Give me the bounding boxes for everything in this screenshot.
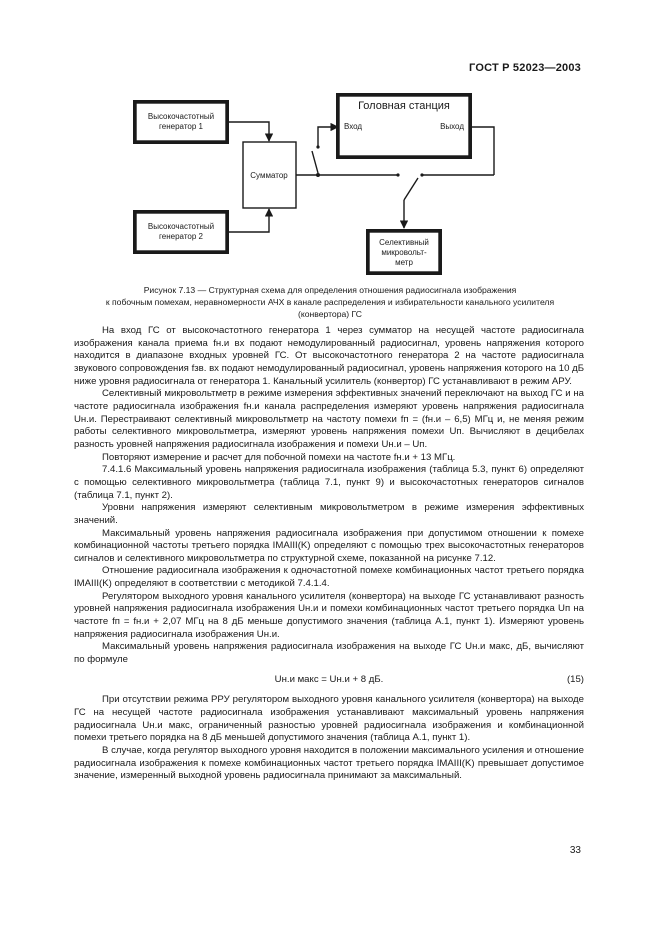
caption-line-2: к побочным помехам, неравномерности АЧХ в канале распределения и избирательности канального усилителя — [105, 297, 555, 308]
formula-15 — [74, 674, 584, 687]
document-body — [74, 325, 584, 783]
paragraph-3: Повторяют измерение и расчет для побочной помехи на частоте fн.и + 13 МГц. — [102, 451, 456, 463]
caption-line-1: Рисунок 7.13 — Структурная схема для определения отношения радиосигнала изображения — [143, 285, 517, 295]
paragraph-10: При отсутствии режима РРУ регулятором выходного уровня канального усилителя (конвертора) на выходе ГС на несущей частоте радиосигнала изображения устанавливают максимальный уровень напряжения радиосигнала Uн.и макс, ограниченный разностью уровней радиосигнала изображения и комбинационной помехи третьего порядка на 8 дБ меньшей допустимого значения (таблица А.1, пункт 1). — [74, 694, 584, 744]
paragraph-9: Максимальный уровень напряжения радиосигнала изображения на выходе ГС Uн.и макс, дБ, вычисляют по формуле — [74, 641, 584, 666]
paragraph-6: Максимальный уровень напряжения радиосигнала изображения при допустимом отношении к помехе комбинационной частоты третьего порядка IMAIII(K) определяют с помощью трех высокочастотных генераторов сигналов и селективного микровольтметра по структурной схеме, показанной на рисунке 7.12. — [74, 527, 584, 564]
generator-2-label-line2: генератор 2 — [159, 232, 203, 241]
meter-label-line1: Селективный — [379, 238, 429, 247]
formula-expression: Uн.и макс = Uн.и + 8 дБ. — [274, 673, 384, 685]
paragraph-2: Селективный микровольтметр в режиме измерения эффективных значений переключают на выход ГС и на частоте радиосигнала изображения fн.и канала распределения измеряют уровень напряжения радиосигнала Uн.и. Перестраивают селективный микровольтметр на частоту помехи fп = (fн.и – 6,5) МГц и, не меняя режим работы селективного микровольтметра, измеряют уровень напряжения помехи Uп. Вычисляют в децибелах разность уровней напряжения радиосигнала изображения и помехи Uн.и – Uп. — [74, 388, 584, 450]
summator-label: Сумматор — [250, 171, 288, 180]
caption-line-3: (конвертора) ГС — [298, 309, 362, 320]
paragraph-11: В случае, когда регулятор выходного уровня находится в положении максимального усиления и отношение радиосигнала изображения к помехе комбинационных частот третьего порядка IMAIII(K) превышает допустимое значение, измеренный выходной уровень радиосигнала принимают за максимальный. — [74, 745, 584, 782]
figure-caption — [60, 284, 600, 321]
generator-2-label-line1: Высокочастотный — [147, 222, 215, 231]
block-diagram — [0, 0, 661, 280]
standard-header: ГОСТ Р 52023—2003 — [469, 62, 581, 74]
page-number: 33 — [569, 845, 581, 856]
head-station-title: Головная станция — [358, 100, 450, 112]
generator-1-block — [133, 100, 229, 144]
paragraph-7: Отношение радиосигнала изображения к одночастотной помехе комбинационных частот третьего порядка IMAIII(K) определяют в соответствии с методикой 7.4.1.4. — [74, 565, 584, 590]
formula-number: (15) — [566, 673, 584, 685]
paragraph-5: Уровни напряжения измеряют селективным микровольтметром в режиме измерения эффективных значений. — [74, 502, 584, 526]
generator-2-block — [133, 210, 229, 254]
generator-1-label-line2: генератор 1 — [159, 122, 203, 131]
meter-label-line2: микровольт- — [381, 248, 427, 257]
paragraph-4: 7.4.1.6 Максимальный уровень напряжения радиосигнала изображения (таблица 5.3, пункт 6) определяют с помощью селективного микровольтметра (таблица 7.1, пункт 9) и высокочастотных генераторов сигналов (таблица 7.1, пункт 2). — [74, 464, 584, 501]
paragraph-1: На вход ГС от высокочастотного генератора 1 через сумматор на несущей частоте радиосигнала изображения канала приема fн.и вх подают немодулированный радиосигнал, уровень напряжения которого находится в диапазоне входных уровней ГС. От высокочастотного генератора 2 на частоте радиосигнала звукового сопровождения fзв. вх подают немодулированный радиосигнал, уровень напряжения которого на 10 дБ ниже уровня радиосигнала от генератора 1. Канальный усилитель (конвертор) ГС устанавливают в режим АРУ. — [74, 325, 584, 387]
paragraph-8: Регулятором выходного уровня канального усилителя (конвертора) на выходе ГС устанавливают разность уровней напряжения радиосигнала изображения Uн.и и помехи комбинационных частот третьего порядка Uп на частоте fп = fн.и + 2,07 МГц на 8 дБ меньше допустимого значения (таблица А.1, пункт 1). Измеряют уровень напряжения радиосигнала изображения Uн.и. — [74, 590, 584, 640]
selective-microvoltmeter-block — [366, 229, 442, 275]
meter-label-line3: метр — [395, 258, 413, 267]
generator-1-label-line1: Высокочастотный — [147, 112, 215, 121]
head-station-output-label: Выход — [440, 122, 464, 131]
head-station-input-label: Вход — [344, 122, 363, 131]
head-station-block — [336, 93, 472, 159]
summator-block — [243, 142, 296, 208]
